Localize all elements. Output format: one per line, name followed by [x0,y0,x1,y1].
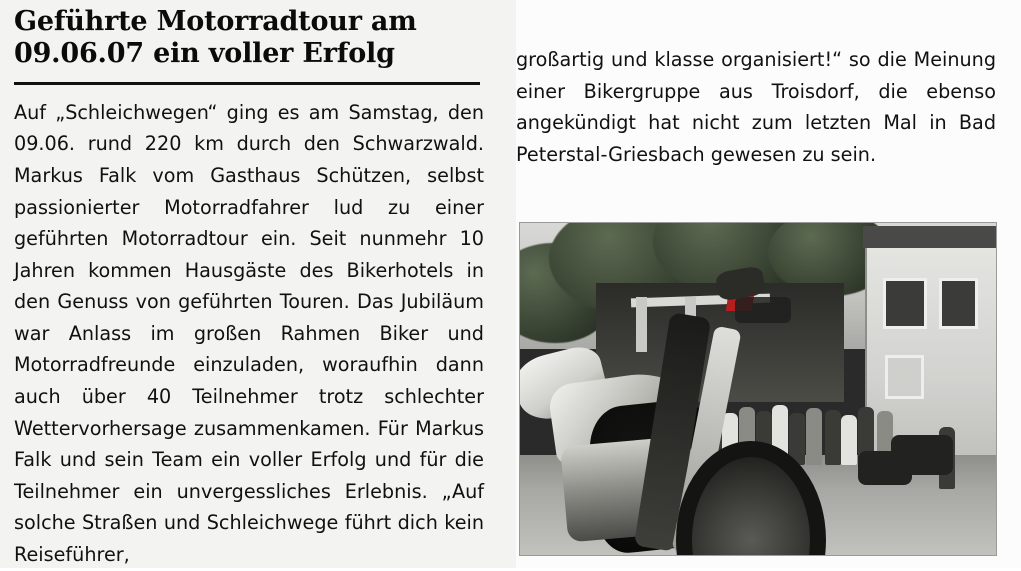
left-column [14,6,484,571]
photo-person [841,415,857,465]
article-body-right: großartig und klasse organisiert!“ so die Meinung einer Bikergruppe aus Troisdorf, die ebenso angekündigt hat nicht zum letzten Mal in Bad Peterstal-Griesbach gewesen zu sein. [516,48,996,166]
photo-building-roof [863,226,996,248]
right-column [516,44,996,170]
article-body-left: Auf „Schleichwegen“ ging es am Samstag, den 09.06. rund 220 km durch den Schwarzwald. Markus Falk vom Gasthaus Schützen, selbst passionierter Motorradfahrer lud zu einer geführten Motorradtour ein. Seit nunmehr 10 Jahren kommen Hausgäste des Bikerhotels in den Genuss von geführten Touren. Das Jubiläum war Anlass im großen Rahmen Biker und Motorradfreunde einzuladen, woraufhin dann auch über 40 Teilnehmer trotz schlechter Wettervorhersage zusammenkamen. Für Markus Falk und sein Team ein voller Erfolg und für die Teilnehmer ein unvergessliches Erlebnis. „Auf solche Straßen und Schleichwege führt dich kein Reiseführer, [14,100,484,567]
photo-window [883,278,927,330]
photo-window [939,278,978,330]
photo-parked-motorcycle [858,451,912,485]
page-title [14,6,484,74]
photo-canvas [520,223,996,555]
headline-rule [14,82,480,85]
photo-person [825,410,841,465]
photo-foreground-motorcycle [520,256,806,555]
photo-window [885,355,924,399]
photo-mirror [715,265,766,301]
headline-line-1: Geführte Motorradtour am [14,6,417,37]
headline-line-2: 09.06.07 ein voller Erfolg [14,37,395,69]
photo-person [806,408,822,465]
article-photo [519,222,997,556]
